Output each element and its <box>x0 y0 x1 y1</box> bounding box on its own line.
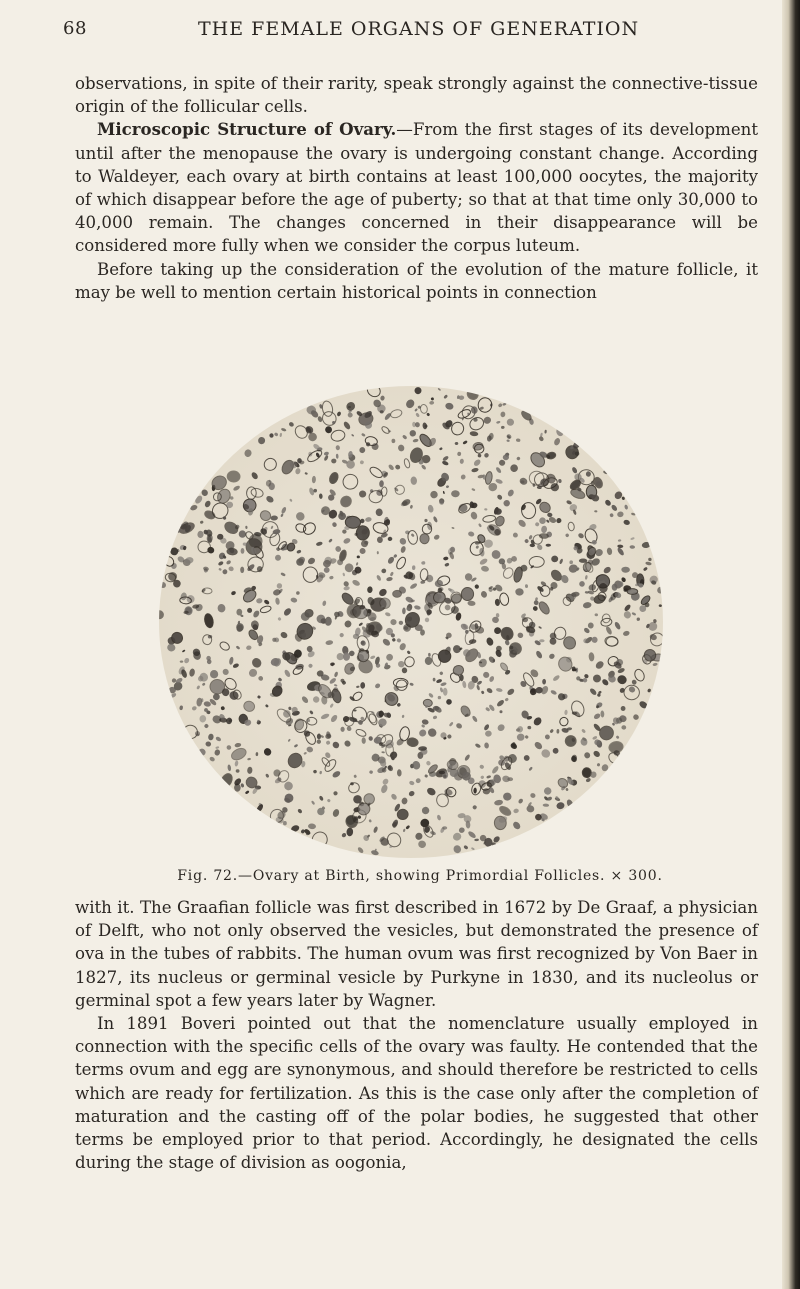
top-text <box>75 72 758 304</box>
paragraph-body: —From the first stages of its development until after the menopause the ovary is undergoing constant change. According to Waldeyer, each ovary at birth contains at least 100,000 oocytes, the majority of which disappear before the age of puberty; so that at that time only 30,000 to 40,000 remain. The changes concerned in their disappearance will be considered more fully when we consider the corpus luteum. <box>75 120 758 256</box>
cell-mark <box>539 534 548 539</box>
cell-mark <box>461 587 473 600</box>
figure-ovary-micrograph <box>141 378 681 868</box>
cell-mark <box>210 670 218 678</box>
cell-mark <box>627 589 638 595</box>
bottom-text <box>75 896 758 1174</box>
paragraph: Before taking up the consideration of the evolution of the mature follicle, it may be well to mention certain historical points in connection <box>75 259 758 302</box>
paragraph: In 1891 Boveri pointed out that the nomenclature usually employed in connection with the specific cells of the ovary was faulty. He contended that the terms ovum and egg are synonymous, and should therefore be restricted to cells which are ready for fertilization. As this is the case only after the completion of maturation and the casting off of the polar bodies, he suggested that other terms be employed prior to that period. Accordingly, he designated the cells during the stage of division as oogonia, <box>75 1014 758 1173</box>
cell-mark <box>420 534 429 544</box>
micrograph-illustration <box>141 378 681 868</box>
figure-caption: Fig. 72.—Ovary at Birth, showing Primordial Follicles. × 300. <box>177 868 663 884</box>
cell-mark <box>227 471 240 482</box>
cell-mark <box>589 653 594 662</box>
section-heading: Microscopic Structure of Ovary. <box>97 119 397 140</box>
running-title: THE FEMALE ORGANS OF GENERATION <box>198 18 640 40</box>
cell-mark <box>240 567 244 573</box>
paragraph-microscopic-structure <box>75 118 758 257</box>
cell-mark <box>582 768 591 778</box>
cell-mark <box>331 459 336 464</box>
paragraph: observations, in spite of their rarity, speak strongly against the connective-tissue origin of the follicular cells. <box>75 74 758 117</box>
page-number: 68 <box>63 18 87 39</box>
page-edge-shadow <box>782 0 800 1289</box>
running-head <box>63 12 758 40</box>
cell-mark <box>621 706 626 711</box>
cell-mark <box>241 548 245 554</box>
cell-mark <box>579 559 587 563</box>
cell-mark <box>500 710 503 713</box>
cell-mark <box>283 821 287 825</box>
cell-mark <box>358 650 369 662</box>
paragraph: with it. The Graafian follicle was first described in 1672 by De Graaf, a physician of Delft, who not only observed the vesicles, but demonstrated the presence of ova in the tubes of rabbits. The human ovum was first recognized by Von Baer in 1827, its nucleus or germinal vesicle by Purkyne in 1830, and its nucleolus or germinal spot a few years later by Wagner. <box>75 898 758 1010</box>
